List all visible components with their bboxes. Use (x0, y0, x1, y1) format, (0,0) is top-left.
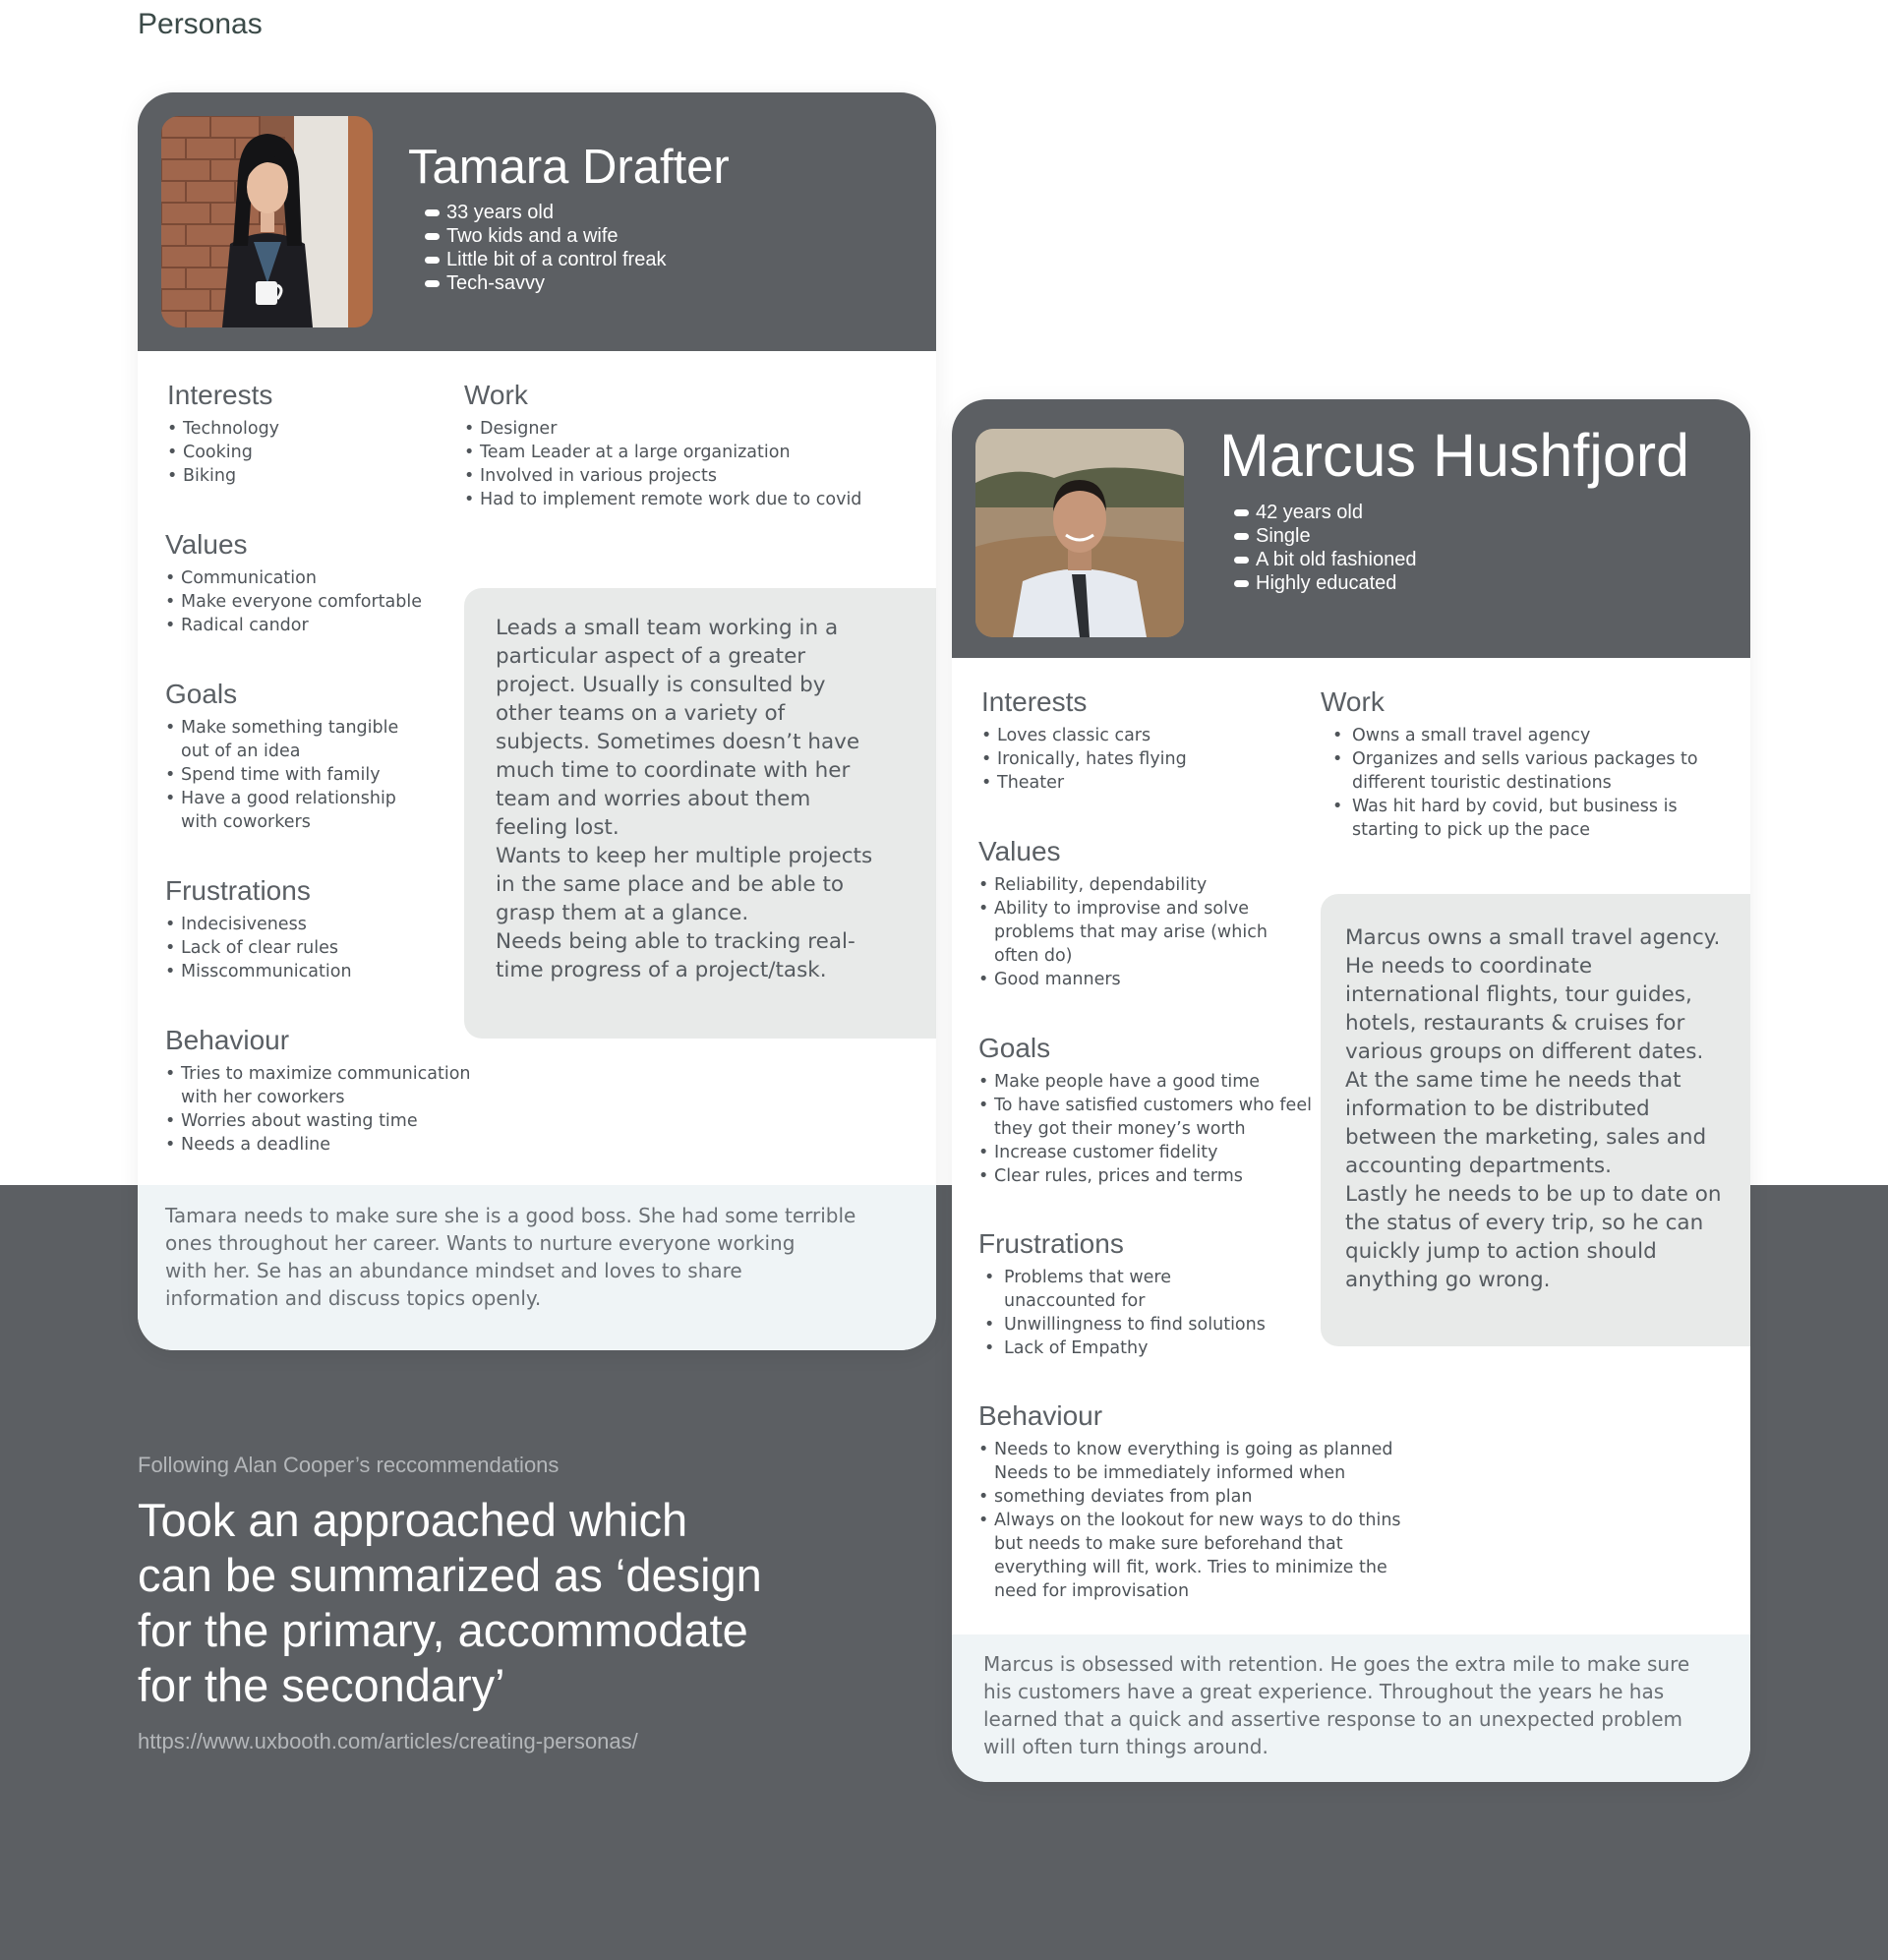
list-item: • Ability to improvise and solve problems that may arise (which often do) (978, 897, 1273, 968)
persona-summary: Tamara needs to make sure she is a good boss. She had some terrible ones throughout her career. Wants to nurture everyone working with her. Se has an abundance mindset and loves to share information and discuss topics openly. (138, 1185, 936, 1350)
section-heading: Interests (167, 380, 273, 410)
behaviour-section (978, 1400, 1431, 1603)
list-item: • Tries to maximize communication with her coworkers (165, 1062, 490, 1109)
list-item: • Ironically, hates flying (981, 747, 1276, 771)
list-item: • Technology (167, 417, 442, 441)
list-item: • something deviates from plan (978, 1485, 1431, 1509)
list-item: • Misscommunication (165, 960, 441, 983)
list-item: • Lack of Empathy (984, 1336, 1313, 1360)
list-item: • Make everyone comfortable (165, 590, 460, 614)
recommendation-quote: Took an approached which can be summarized as ‘design for the primary, accommodate for the secondary’ (138, 1494, 762, 1711)
list-item: • Cooking (167, 441, 442, 464)
list-item: • Lack of clear rules (165, 936, 441, 960)
list-item: • Problems that were unaccounted for (984, 1266, 1210, 1313)
list-item: • Organizes and sells various packages to different touristic destinations (1332, 747, 1719, 795)
persona-name: Marcus Hushfjord (1219, 422, 1689, 489)
list-item: • Biking (167, 464, 442, 488)
section-heading: Behaviour (165, 1025, 290, 1055)
list-item: • Make people have a good time (978, 1070, 1313, 1094)
interests-section (981, 686, 1276, 795)
values-section (165, 529, 460, 637)
persona-card-marcus (952, 399, 1750, 1782)
list-item: • Always on the lookout for new ways to do thins but needs to make sure beforehand that everything will fit, work. Tries to minimize the need for improvisation (978, 1509, 1411, 1603)
list-item: • Was hit hard by covid, but business is starting to pick up the pace (1332, 795, 1719, 842)
behaviour-section (165, 1025, 490, 1157)
section-heading: Values (165, 529, 248, 560)
trait-item: Little bit of a control freak (425, 248, 666, 271)
trait-item: 33 years old (425, 201, 666, 224)
persona-name: Tamara Drafter (408, 141, 730, 194)
persona-photo (975, 429, 1184, 637)
trait-item: Two kids and a wife (425, 224, 666, 248)
section-heading: Behaviour (978, 1400, 1103, 1431)
list-item: • Team Leader at a large organization (464, 441, 916, 464)
list-item: • Good manners (978, 968, 1273, 991)
persona-traits (1234, 501, 1416, 595)
list-item: • Loves classic cars (981, 724, 1276, 747)
list-item: • Clear rules, prices and terms (978, 1164, 1313, 1188)
persona-photo (161, 116, 373, 327)
section-heading: Frustrations (165, 875, 311, 906)
trait-item: 42 years old (1234, 501, 1416, 524)
list-item: • Involved in various projects (464, 464, 916, 488)
interests-section (167, 380, 442, 488)
persona-description: Marcus owns a small travel agency. He needs to coordinate international flights, tour guides, hotels, restaurants & cruises for various groups on different dates. At the same time he needs that information to be distributed between the marketing, sales and accounting departments. Lastly he needs to be up to date on the status of every trip, so he can quickly jump to action should anything go wrong. (1321, 894, 1750, 1346)
list-item: • Have a good relationship with coworkers (165, 787, 411, 834)
trait-item: Highly educated (1234, 571, 1416, 595)
section-heading: Work (464, 380, 528, 410)
persona-traits (425, 201, 666, 295)
list-item: • Indecisiveness (165, 913, 441, 936)
section-heading: Work (1321, 686, 1385, 717)
list-item: • Worries about wasting time (165, 1109, 490, 1133)
persona-summary: Marcus is obsessed with retention. He goes the extra mile to make sure his customers have a great experience. Throughout the years he has learned that a quick and assertive response to an unexpected problem will often turn things around. (952, 1634, 1750, 1782)
trait-item: Tech-savvy (425, 271, 666, 295)
trait-item: Single (1234, 524, 1416, 548)
frustrations-section (978, 1228, 1313, 1360)
list-item: • Owns a small travel agency (1332, 724, 1719, 747)
recommendation-label: Following Alan Cooper’s reccommendations (138, 1453, 560, 1477)
work-section (1321, 686, 1719, 842)
list-item: • Communication (165, 566, 460, 590)
section-heading: Goals (978, 1033, 1051, 1063)
list-item: • Increase customer fidelity (978, 1141, 1313, 1164)
section-heading: Frustrations (978, 1228, 1124, 1259)
list-item: • Spend time with family (165, 763, 411, 787)
list-item: • Theater (981, 771, 1276, 795)
section-heading: Values (978, 836, 1061, 866)
section-title: Personas (138, 8, 263, 40)
reference-link[interactable]: https://www.uxbooth.com/articles/creating-personas/ (138, 1729, 638, 1753)
list-item: • Unwillingness to find solutions (984, 1313, 1313, 1336)
trait-item: A bit old fashioned (1234, 548, 1416, 571)
list-item: • To have satisfied customers who feel they got their money’s worth (978, 1094, 1313, 1141)
list-item: • Radical candor (165, 614, 460, 637)
section-heading: Goals (165, 679, 238, 709)
list-item: • Needs a deadline (165, 1133, 490, 1157)
list-item: • Had to implement remote work due to covid (464, 488, 916, 511)
list-item: • Make something tangible out of an idea (165, 716, 411, 763)
frustrations-section (165, 875, 441, 983)
list-item: • Reliability, dependability (978, 873, 1273, 897)
persona-description: Leads a small team working in a particular aspect of a greater project. Usually is consulted by other teams on a variety of subjects. Sometimes doesn’t have much time to coordinate with her team and worries about them feeling lost. Wants to keep her multiple projects in the same place and be able to grasp them at a glance. Needs being able to tracking real- time progress of a project/task. (464, 588, 936, 1039)
persona-card-tamara (138, 92, 936, 1350)
section-heading: Interests (981, 686, 1088, 717)
goals-section (978, 1033, 1313, 1188)
values-section (978, 836, 1273, 991)
list-item: • Designer (464, 417, 916, 441)
work-section (464, 380, 916, 511)
list-item: • Needs to know everything is going as planned Needs to be immediately informed when (978, 1438, 1411, 1485)
goals-section (165, 679, 411, 834)
